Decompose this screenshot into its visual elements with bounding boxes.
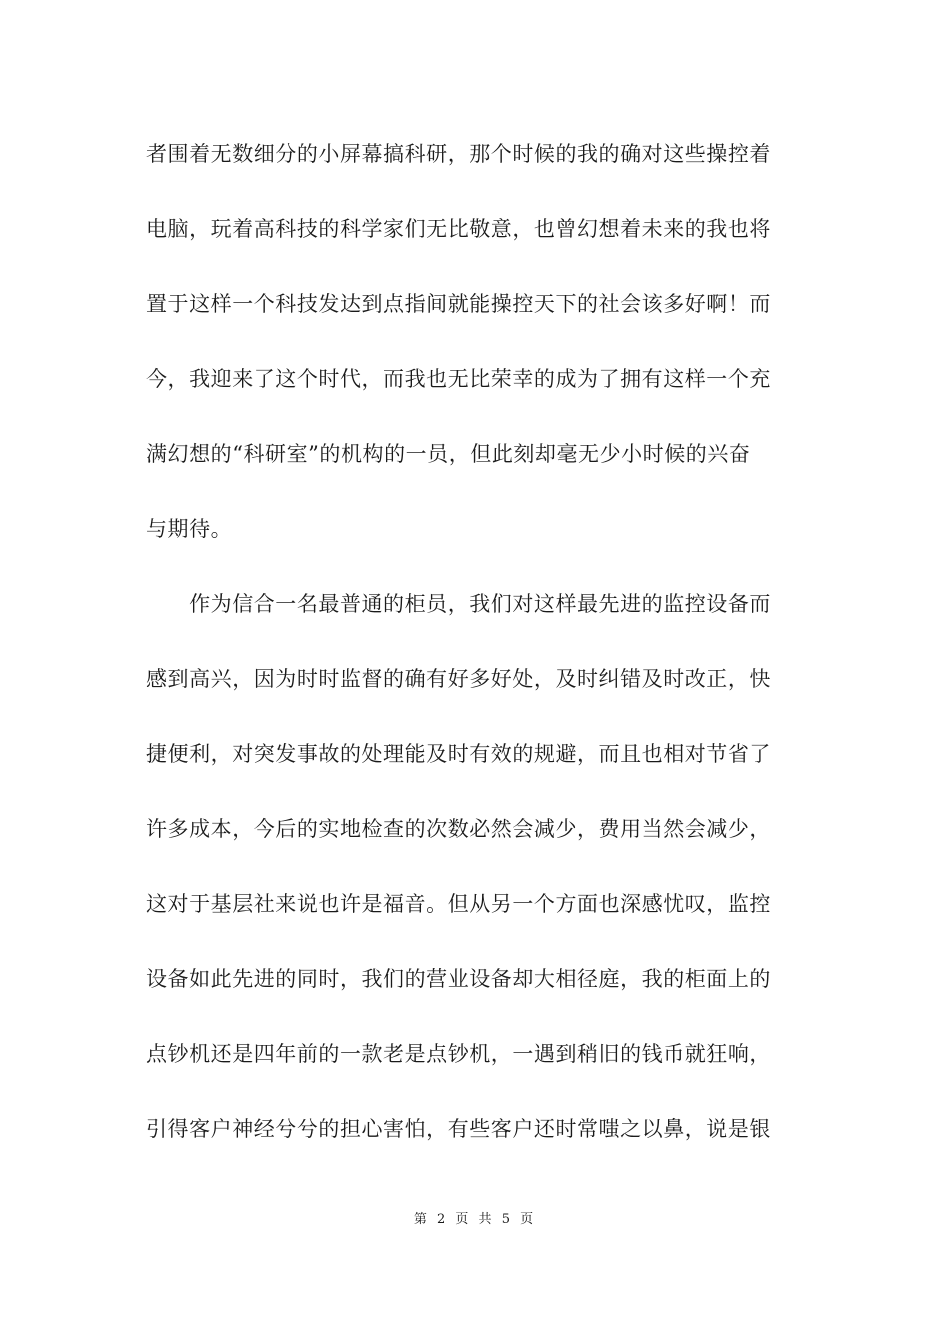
text-line: 捷便利，对突发事故的处理能及时有效的规避，而且也相对节省了	[146, 742, 771, 766]
text-line: 许多成本，今后的实地检查的次数必然会减少，费用当然会减少，	[146, 817, 771, 841]
text-line: 作为信合一名最普通的柜员，我们对这样最先进的监控设备而	[146, 592, 771, 616]
text-line: 者围着无数细分的小屏幕搞科研，那个时候的我的确对这些操控着	[146, 142, 771, 166]
text-line: 电脑，玩着高科技的科学家们无比敬意，也曾幻想着未来的我也将	[146, 217, 771, 241]
text-line: 满幻想的“科研室”的机构的一员，但此刻却毫无少小时候的兴奋	[146, 442, 751, 466]
page-number-footer: 第 2 页 共 5 页	[413, 1212, 537, 1227]
text-line: 置于这样一个科技发达到点指间就能操控天下的社会该多好啊！而	[146, 292, 771, 316]
text-line: 引得客户神经兮兮的担心害怕，有些客户还时常嗤之以鼻，说是银	[146, 1117, 771, 1141]
text-line: 点钞机还是四年前的一款老是点钞机，一遇到稍旧的钱币就狂响，	[146, 1042, 771, 1066]
text-line: 这对于基层社来说也许是福音。但从另一个方面也深感忧叹，监控	[146, 892, 771, 916]
text-line: 今，我迎来了这个时代，而我也无比荣幸的成为了拥有这样一个充	[146, 367, 771, 391]
text-line: 感到高兴，因为时时监督的确有好多好处，及时纠错及时改正，快	[146, 667, 771, 691]
text-line: 设备如此先进的同时，我们的营业设备却大相径庭，我的柜面上的	[146, 967, 771, 991]
text-line: 与期待。	[146, 517, 233, 541]
